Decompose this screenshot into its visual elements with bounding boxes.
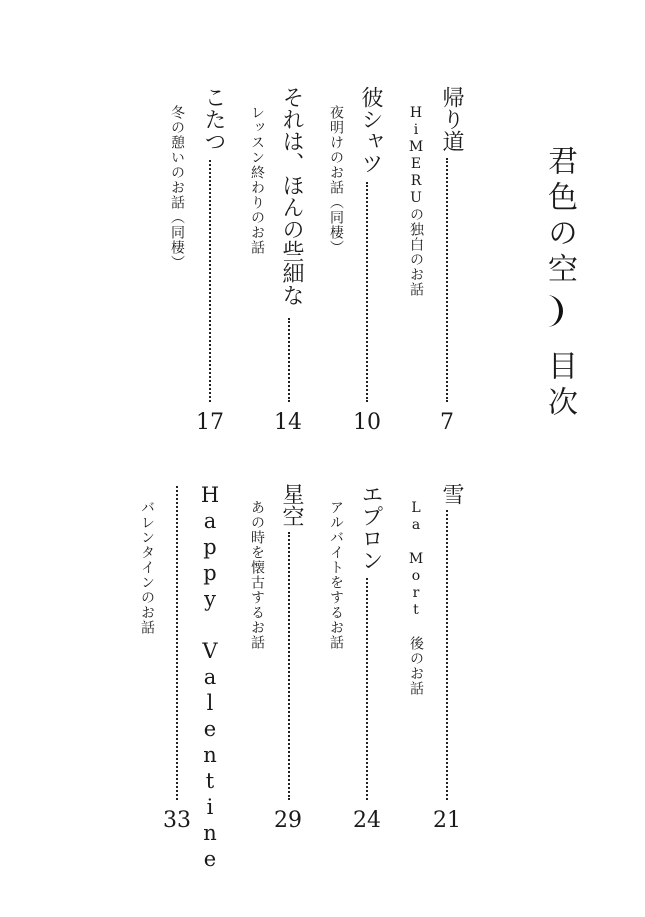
toc-page-number[interactable]: 14 [274, 410, 302, 435]
toc-page-number[interactable]: 33 [163, 808, 191, 833]
toc-page-number[interactable]: 29 [274, 808, 302, 833]
toc-entry-subtitle: アルバイトをするお話 [328, 500, 344, 650]
toc-page-number[interactable]: 24 [353, 808, 381, 833]
toc-leader-dots [288, 318, 290, 402]
toc-page-number[interactable]: 7 [440, 410, 454, 435]
toc-heading: 目次 [542, 350, 577, 422]
toc-entry-title[interactable]: それは、ほんの些細な [279, 86, 304, 306]
toc-leader-dots [288, 532, 290, 800]
toc-entry-title[interactable]: 帰り道 [439, 86, 464, 152]
toc-entry-subtitle: La Mort 後のお話 [408, 500, 424, 696]
crescent-moon-icon [537, 293, 573, 329]
toc-leader-dots [446, 510, 448, 800]
toc-entry-subtitle: バレンタインのお話 [139, 500, 155, 635]
toc-entry-subtitle: 夜明けのお話（同棲） [328, 105, 344, 255]
toc-entry-title[interactable]: こたつ [201, 86, 226, 152]
toc-page-number[interactable]: 10 [353, 410, 381, 435]
toc-leader-dots [366, 578, 368, 800]
toc-entry-title[interactable]: 彼シャツ [358, 86, 383, 174]
toc-leader-dots [209, 160, 211, 402]
toc-leader-dots [176, 486, 178, 800]
book-title: 君色の空 [542, 145, 577, 289]
toc-entry-subtitle: HiMERUの独白のお話 [408, 105, 424, 297]
toc-entry-subtitle: 冬の憩いのお話（同棲） [169, 105, 185, 270]
toc-leader-dots [446, 158, 448, 402]
toc-page-number[interactable]: 21 [433, 808, 461, 833]
toc-leader-dots [366, 182, 368, 402]
toc-entry-subtitle: レッスン終わりのお話 [249, 105, 265, 255]
toc-page-number[interactable]: 17 [196, 410, 224, 435]
toc-entry-title[interactable]: エプロン [358, 483, 383, 571]
toc-entry-title[interactable]: 雪 [439, 483, 464, 505]
toc-entry-title[interactable]: Happy Valentine [198, 483, 222, 873]
toc-entry-subtitle: あの時を懐古するお話 [249, 500, 265, 650]
toc-entry-title[interactable]: 星空 [279, 483, 304, 527]
